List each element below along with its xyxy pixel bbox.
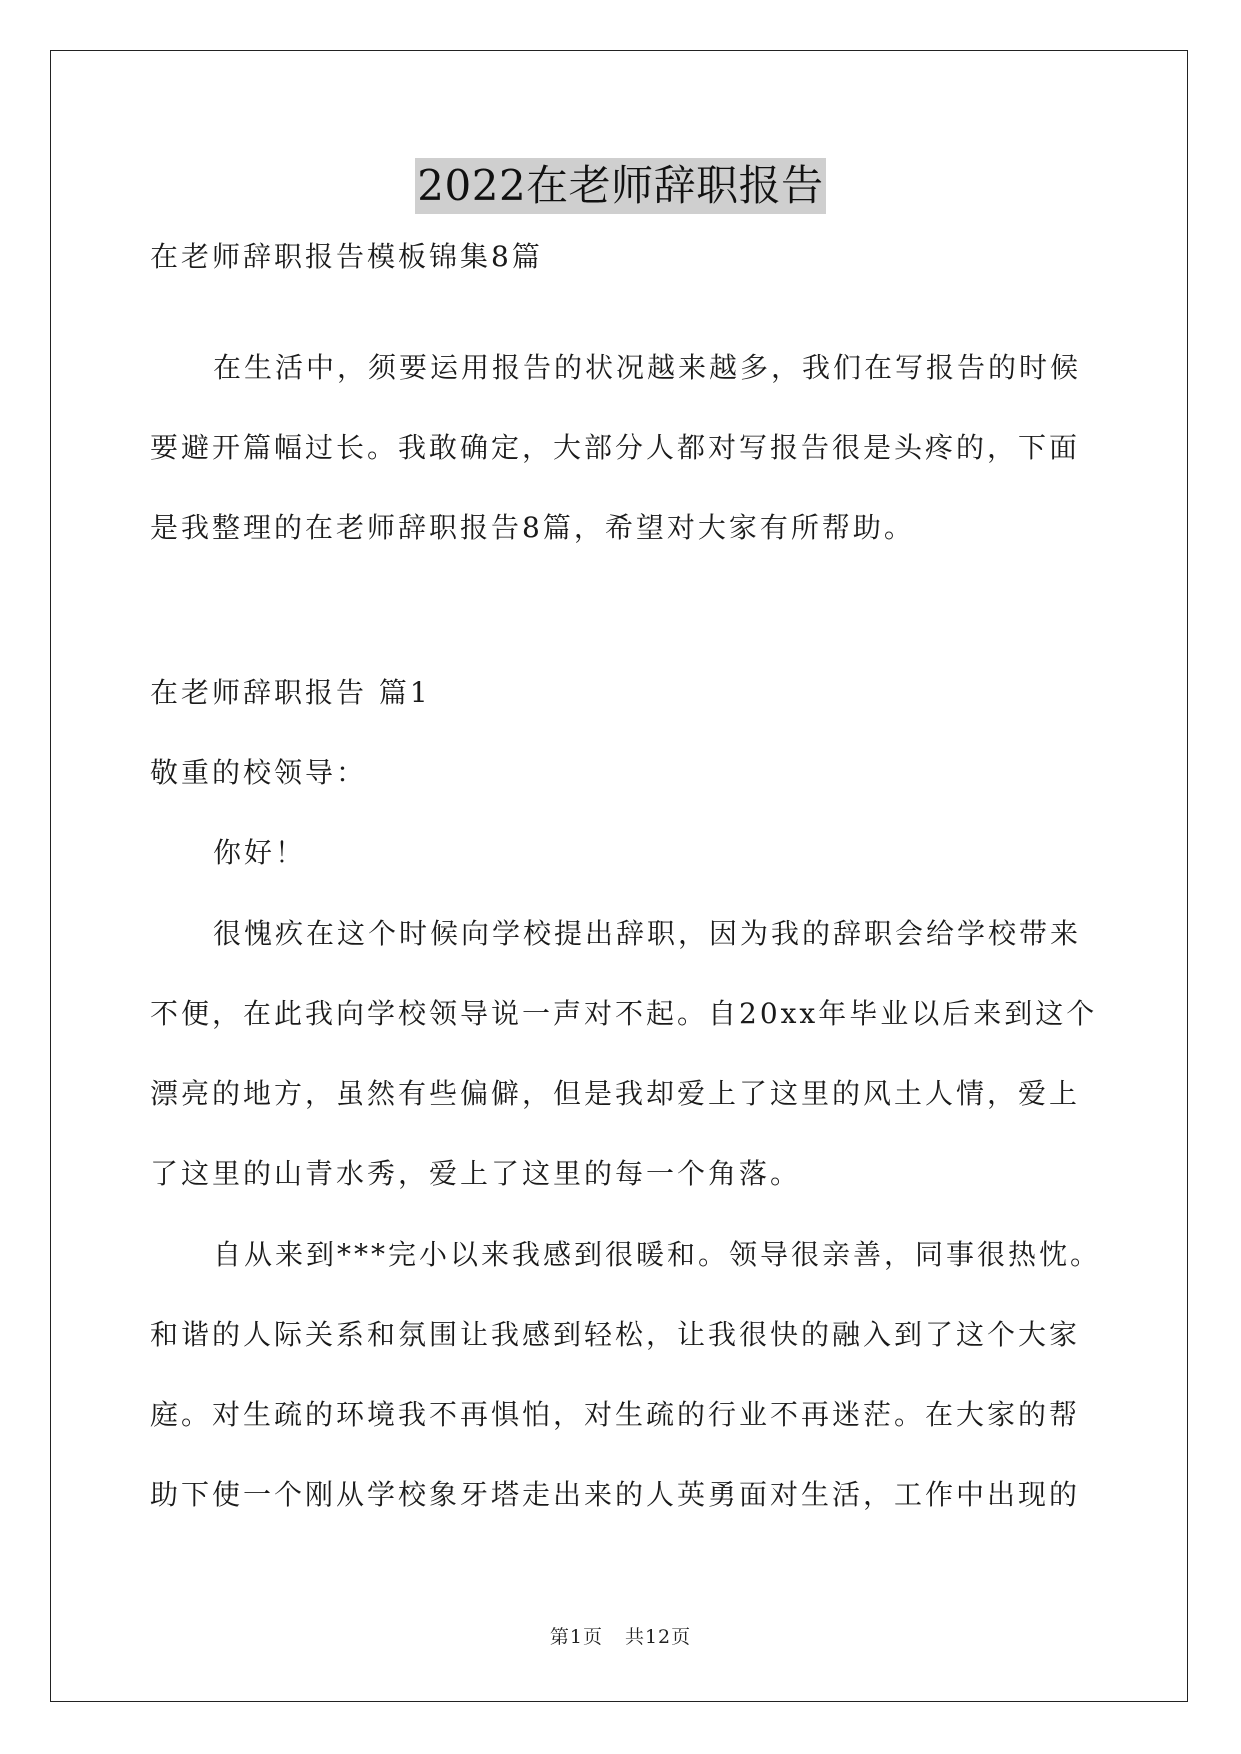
document-title: 2022在老师辞职报告: [415, 158, 825, 214]
salutation: 敬重的校领导：: [150, 756, 368, 789]
paragraph1-line-2: 不便，在此我向学校领导说一声对不起。自20xx年毕业以后来到这个: [150, 997, 1098, 1030]
paragraph2-line-3: 庭。对生疏的环境我不再惧怕，对生疏的行业不再迷茫。在大家的帮: [150, 1398, 1081, 1431]
page-border: [50, 50, 1188, 1702]
paragraph2-line-4: 助下使一个刚从学校象牙塔走出来的人英勇面对生活，工作中出现的: [150, 1478, 1081, 1511]
intro-line-3: 是我整理的在老师辞职报告8篇，希望对大家有所帮助。: [150, 511, 915, 544]
paragraph2-line-1: 自从来到***完小以来我感到很暖和。领导很亲善，同事很热忱。: [213, 1238, 1102, 1271]
title-container: [0, 158, 1241, 214]
intro-line-2: 要避开篇幅过长。我敢确定，大部分人都对写报告很是头疼的，下面: [150, 431, 1081, 464]
intro-line-1: 在生活中，须要运用报告的状况越来越多，我们在写报告的时候: [213, 351, 1082, 384]
page-footer: [0, 1622, 1241, 1649]
page-number-current: 第1页: [549, 1626, 603, 1648]
section-heading: 在老师辞职报告 篇1: [150, 676, 431, 709]
paragraph1-line-3: 漂亮的地方，虽然有些偏僻，但是我却爱上了这里的风土人情，爱上: [150, 1077, 1081, 1110]
paragraph2-line-2: 和谐的人际关系和氛围让我感到轻松，让我很快的融入到了这个大家: [150, 1318, 1081, 1351]
greeting: 你好！: [213, 836, 307, 869]
paragraph1-line-1: 很愧疚在这个时候向学校提出辞职，因为我的辞职会给学校带来: [213, 917, 1082, 950]
paragraph1-line-4: 了这里的山青水秀，爱上了这里的每一个角落。: [150, 1157, 802, 1190]
page-number-total: 共12页: [624, 1626, 692, 1648]
document-subtitle: 在老师辞职报告模板锦集8篇: [150, 240, 543, 273]
